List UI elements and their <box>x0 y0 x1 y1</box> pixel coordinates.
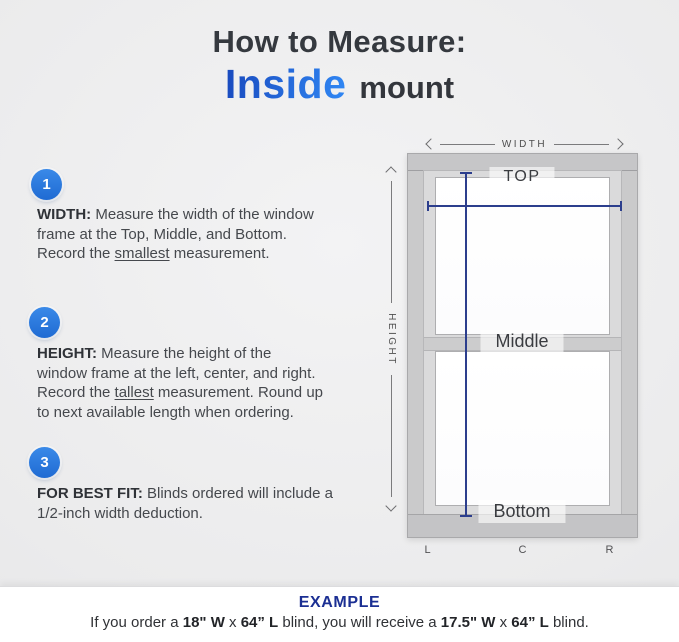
example-ordered-width: 18" W <box>182 614 225 631</box>
step-3-text <box>37 484 361 523</box>
width-measure-line <box>427 205 622 207</box>
example-text: If you order a <box>90 614 183 631</box>
step-1-number-badge: 1 <box>31 169 62 200</box>
arrowhead-down-icon <box>385 500 396 511</box>
arrow-line <box>391 375 392 497</box>
title-line2 <box>0 61 679 108</box>
step-1-underlined-word: smallest <box>114 245 170 262</box>
example-received-width: 17.5" W <box>440 614 496 631</box>
step-3-number-badge: 3 <box>29 447 60 478</box>
bottom-position-label: Bottom <box>478 500 565 523</box>
title-highlight: Inside <box>224 61 347 107</box>
width-dimension-arrow <box>427 138 622 150</box>
step-2-text <box>37 344 324 422</box>
step-3-body: Blinds ordered will include a 1/2-inch width deduction. <box>37 485 333 522</box>
example-text: blind, you will receive a <box>278 614 441 631</box>
step-2-underlined-word: tallest <box>114 384 154 401</box>
example-text: blind. <box>548 614 589 631</box>
step-2-label: HEIGHT: <box>37 345 97 362</box>
step-2-body-end: measurement. Round up to next available length when ordering. <box>37 384 323 421</box>
page-title <box>0 24 679 108</box>
arrowhead-up-icon <box>385 166 396 177</box>
example-received-length: 64” L <box>511 614 549 631</box>
step-3-label: FOR BEST FIT: <box>37 485 143 502</box>
arrowhead-left-icon <box>425 138 436 149</box>
title-line1: How to Measure: <box>212 24 467 59</box>
height-measure-line <box>465 172 467 517</box>
width-dimension-label: WIDTH <box>501 138 548 150</box>
middle-position-label: Middle <box>480 330 563 353</box>
height-dimension-label-box <box>383 308 399 370</box>
arrow-line <box>554 144 609 145</box>
example-ordered-length: 64” L <box>240 614 279 631</box>
arrowhead-right-icon <box>612 138 623 149</box>
window-pane-top <box>435 177 610 335</box>
arrow-line <box>391 181 392 303</box>
example-heading: EXAMPLE <box>298 594 381 611</box>
example-section <box>0 586 679 642</box>
arrow-line <box>440 144 495 145</box>
window-pane-bottom <box>435 351 610 506</box>
marker-left: L <box>424 544 432 556</box>
step-1-text <box>37 205 324 264</box>
example-text: x <box>224 614 241 631</box>
height-dimension-arrow <box>383 168 399 510</box>
marker-center: C <box>518 544 528 556</box>
marker-right: R <box>605 544 615 556</box>
step-1-body: Measure the width of the window frame at the Top, Middle, and Bottom. Record the <box>37 206 314 262</box>
example-text: x <box>495 614 512 631</box>
step-1-label: WIDTH: <box>37 206 92 223</box>
step-1-body-end: measurement. <box>169 245 270 262</box>
height-dimension-label: HEIGHT <box>385 312 397 366</box>
example-sentence <box>0 614 679 631</box>
step-2-number-badge: 2 <box>29 307 60 338</box>
top-position-label: TOP <box>489 167 554 187</box>
step-2-body: Measure the height of the window frame at the left, center, and right. Record the <box>37 345 316 401</box>
title-rest: mount <box>359 70 455 105</box>
